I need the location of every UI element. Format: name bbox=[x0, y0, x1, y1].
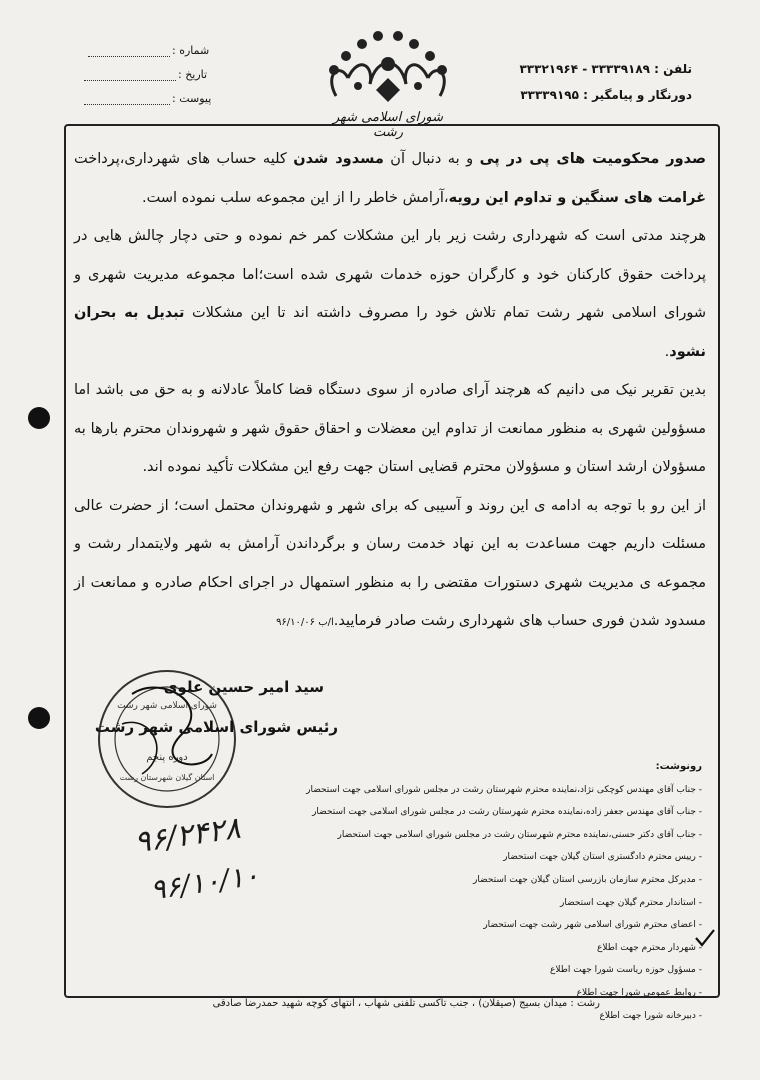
bold-phrase: غرامت های سنگین و تداوم این رویه bbox=[448, 189, 706, 206]
letter-date: ا/ب ۹۶/۱۰/۰۶ bbox=[276, 617, 334, 628]
bold-phrase: تبدیل به بحران نشود bbox=[74, 305, 706, 360]
text-run: . bbox=[664, 343, 670, 360]
text-run: از این رو با توجه به ادامه ی این روند و آسیبی که برای شهر و شهروندان محتمل است؛ از حضرت عالی مسئلت داریم جهت مساعدت به این نهاد خدمت رسان و برگرداندن آرامش به شهر ولایتمدار رشت و مجموعه ی مدیریت شهری دستورات مقتضی را به منظور استمهال در اجرای احکام صادره و ممانعت از مسدود شدن فوری حساب های شهرداری رشت صادر فرمایید. bbox=[74, 497, 706, 629]
cc-item: - رییس محترم دادگستری استان گیلان جهت استحضار bbox=[503, 852, 702, 863]
cc-heading: رونوشت: bbox=[655, 761, 702, 772]
cc-item: - مسؤول حوزه ریاست شورا جهت اطلاع bbox=[549, 965, 702, 976]
stamp-bottom-text: استان گیلان شهرستان رشت bbox=[119, 773, 215, 782]
stamp-top-text: شورای اسلامی شهر رشت bbox=[117, 701, 217, 711]
paragraph-2 bbox=[74, 217, 706, 371]
paragraph-3: بدین تقریر نیک می دانیم که هرچند آرای صادره از سوی دستگاه قضا کاملاً عادلانه و به حق می باشد اما مسؤولین شهری به منظور ممانعت از تداوم این معضلات و احقاق حقوق شهر و شهروندان محترم بارها به مسؤولان ارشد استان و مسؤولان محترم قضایی استان جهت رفع این مشکلات تأکید نموده اند. bbox=[74, 382, 706, 475]
bold-phrase: صدور محکومیت های پی در پی bbox=[479, 151, 707, 167]
attachment-line bbox=[84, 104, 170, 105]
punch-hole bbox=[28, 707, 50, 729]
text-run: و به دنبال آن bbox=[383, 151, 480, 167]
paragraph-4 bbox=[74, 487, 706, 643]
checkmark-icon bbox=[694, 928, 716, 948]
cc-list bbox=[282, 756, 702, 1027]
footer-address: رشت : میدان بسیج (صیقلان) ، جنب تاکسی تلفنی شهاب ، انتهای کوچه شهید حمدرضا صادقی bbox=[212, 998, 600, 1009]
cc-item: - اعضای محترم شورای اسلامی شهر رشت جهت استحضار bbox=[483, 920, 702, 931]
cc-item: - جناب آقای دکتر حسنی،نماینده محترم شهرستان رشت در مجلس شورای اسلامی جهت استحضار bbox=[337, 829, 702, 840]
phone-number: تلفن : ۳۳۳۳۹۱۸۹ - ۳۳۳۲۱۹۶۴ bbox=[519, 62, 692, 76]
text-run: کلیه حساب های شهرداری،پرداخت bbox=[74, 151, 294, 167]
stamp-mid-text: دوره پنجم bbox=[146, 752, 188, 763]
fax-number: دورنگار و پیامگیر : ۳۳۳۳۹۱۹۵ bbox=[520, 88, 692, 102]
bold-phrase: مسدود شدن bbox=[293, 151, 384, 167]
punch-hole bbox=[28, 407, 50, 429]
cc-item: - روابط عمومی شورا جهت اطلاع bbox=[576, 987, 702, 998]
signatory-name: سید امیر حسین علوی bbox=[163, 678, 324, 696]
cc-item: - مدیرکل محترم سازمان بازرسی استان گیلان جهت استحضار bbox=[472, 874, 702, 885]
cc-item: - جناب آقای مهندس کوچکی نژاد،نماینده محترم شهرستان رشت در مجلس شورای اسلامی جهت استحضار bbox=[306, 784, 702, 795]
attachment-label: پیوست : bbox=[172, 92, 212, 105]
logo-caption: شورای اسلامی شهر رشت bbox=[332, 110, 444, 140]
cc-item: - شهردار محترم جهت اطلاع bbox=[596, 942, 702, 953]
handwritten-date: ۹۶/۱۰/۱۰ bbox=[148, 858, 261, 907]
letter-body bbox=[74, 140, 706, 643]
date-label: تاریخ : bbox=[178, 68, 208, 81]
signatory-title: رئیس شورای اسلامی شهر رشت bbox=[94, 718, 338, 736]
handwritten-number: ۹۶/۲۴۲۸ bbox=[132, 810, 243, 861]
date-line bbox=[84, 80, 176, 81]
council-emblem-icon bbox=[318, 26, 458, 110]
cc-item: - دبیرخانه شورا جهت اطلاع bbox=[599, 1010, 702, 1021]
text-run: ،آرامش خاطر را از این مجموعه سلب نموده است. bbox=[142, 189, 449, 206]
council-logo bbox=[318, 26, 458, 140]
text-run: هرچند مدتی است که شهرداری رشت زیر بار این مشکلات کمر خم نموده و حتی دچار چالش هایی در پرداخت حقوق کارکنان خود و کارگران حوزه خدمات شهری شده است؛اما مجموعه مدیریت شهری و شورای اسلامی شهر رشت تمام تلاش خود را مصروف داشته اند تا این مشکلات bbox=[74, 228, 706, 321]
number-line bbox=[88, 56, 170, 57]
cc-item: - جناب آقای مهندس جعفر زاده،نماینده محترم شهرستان رشت در مجلس شورای اسلامی جهت استحضار bbox=[312, 807, 702, 818]
cc-item: - استاندار محترم گیلان جهت استحضار bbox=[559, 897, 702, 908]
number-label: شماره : bbox=[172, 44, 210, 57]
paragraph-1 bbox=[74, 140, 706, 217]
